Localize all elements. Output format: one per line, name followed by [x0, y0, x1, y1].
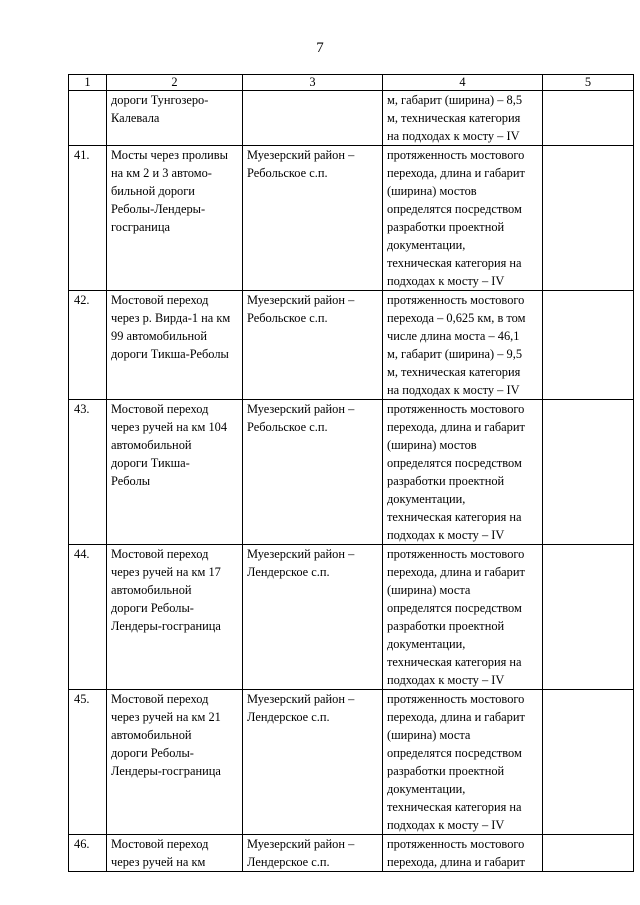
object-name-line: через ручей на км 21: [111, 710, 221, 724]
description-line: на подходах к мосту – IV: [387, 129, 520, 143]
col5-cell: [543, 545, 634, 690]
description-cell: [383, 545, 543, 690]
location-line: Ребольское с.п.: [247, 420, 328, 434]
row-number: [69, 91, 107, 146]
description-line: определятся посредством: [387, 746, 522, 760]
header-col-2: 2: [107, 75, 243, 91]
page-number: 7: [316, 40, 324, 56]
header-col-4: 4: [383, 75, 543, 91]
description-line: протяженность мостового: [387, 402, 525, 416]
header-col-3: 3: [243, 75, 383, 91]
description-line: перехода, длина и габарит: [387, 565, 525, 579]
object-name-line: дороги Тикша-: [111, 456, 190, 470]
object-name-cell: [107, 291, 243, 400]
object-name-line: автомобильной: [111, 728, 192, 742]
row-number: 43.: [69, 400, 107, 545]
description-cell: [383, 91, 543, 146]
location-line: Лендерское с.п.: [247, 710, 330, 724]
object-name-line: дороги Тикша-Реболы: [111, 347, 229, 361]
description-cell: [383, 400, 543, 545]
object-name-line: бильной дороги: [111, 184, 195, 198]
description-line: м, габарит (ширина) – 8,5: [387, 93, 523, 107]
description-line: подходах к мосту – IV: [387, 818, 505, 832]
description-line: протяженность мостового: [387, 148, 525, 162]
header-col-5: 5: [543, 75, 634, 91]
location-line: Ребольское с.п.: [247, 166, 328, 180]
description-line: техническая категория на: [387, 256, 522, 270]
location-line: Муезерский район –: [247, 837, 355, 851]
description-line: перехода, длина и габарит: [387, 420, 525, 434]
description-line: (ширина) мостов: [387, 184, 477, 198]
description-line: разработки проектной: [387, 764, 505, 778]
object-name-line: 99 автомобильной: [111, 329, 208, 343]
table-row: [69, 835, 634, 872]
object-name-line: Мостовой переход: [111, 692, 209, 706]
description-line: определятся посредством: [387, 202, 522, 216]
object-name-line: через р. Вирда-1 на км: [111, 311, 231, 325]
col5-cell: [543, 91, 634, 146]
location-line: Муезерский район –: [247, 402, 355, 416]
object-name-line: на км 2 и 3 автомо-: [111, 166, 212, 180]
description-line: документации,: [387, 637, 466, 651]
description-line: (ширина) мостов: [387, 438, 477, 452]
description-line: протяженность мостового: [387, 837, 525, 851]
row-number: 46.: [69, 835, 107, 872]
location-line: Муезерский район –: [247, 547, 355, 561]
header-col-1: 1: [69, 75, 107, 91]
object-name-line: через ручей на км 104: [111, 420, 228, 434]
col5-cell: [543, 835, 634, 872]
description-line: перехода, длина и габарит: [387, 855, 525, 869]
table-row: [69, 400, 634, 545]
description-line: перехода, длина и габарит: [387, 710, 525, 724]
location-line: Муезерский район –: [247, 293, 355, 307]
location-cell: [243, 291, 383, 400]
object-name-line: Мостовой переход: [111, 293, 209, 307]
object-name-line: автомобильной: [111, 583, 192, 597]
object-name-line: Мостовой переход: [111, 402, 209, 416]
location-line: Муезерский район –: [247, 692, 355, 706]
description-line: определятся посредством: [387, 601, 522, 615]
object-name-cell: [107, 146, 243, 291]
object-name-cell: [107, 91, 243, 146]
object-name-line: дороги Тунгозеро-: [111, 93, 209, 107]
description-line: м, габарит (ширина) – 9,5: [387, 347, 523, 361]
location-cell: [243, 835, 383, 872]
object-name-line: Мостовой переход: [111, 837, 209, 851]
description-line: документации,: [387, 238, 466, 252]
location-line: Ребольское с.п.: [247, 311, 328, 325]
col5-cell: [543, 690, 634, 835]
description-cell: [383, 690, 543, 835]
description-cell: [383, 146, 543, 291]
description-line: разработки проектной: [387, 474, 505, 488]
object-name-line: Реболы: [111, 474, 151, 488]
description-line: м, техническая категория: [387, 111, 521, 125]
description-line: подходах к мосту – IV: [387, 528, 505, 542]
object-name-line: Калевала: [111, 111, 160, 125]
object-name-cell: [107, 400, 243, 545]
description-line: протяженность мостового: [387, 293, 525, 307]
object-name-cell: [107, 545, 243, 690]
col5-cell: [543, 400, 634, 545]
description-line: подходах к мосту – IV: [387, 274, 505, 288]
location-cell: [243, 146, 383, 291]
location-line: Лендерское с.п.: [247, 855, 330, 869]
object-name-line: автомобильной: [111, 438, 192, 452]
table-row: [69, 690, 634, 835]
object-name-line: госграница: [111, 220, 170, 234]
description-line: техническая категория на: [387, 800, 522, 814]
object-name-cell: [107, 835, 243, 872]
description-line: (ширина) моста: [387, 728, 471, 742]
object-name-line: Лендеры-госграница: [111, 619, 221, 633]
description-line: определятся посредством: [387, 456, 522, 470]
location-cell: [243, 690, 383, 835]
row-number: 45.: [69, 690, 107, 835]
description-line: документации,: [387, 782, 466, 796]
table-row: [69, 146, 634, 291]
description-line: м, техническая категория: [387, 365, 521, 379]
description-line: документации,: [387, 492, 466, 506]
description-line: протяженность мостового: [387, 547, 525, 561]
description-cell: [383, 835, 543, 872]
table-header-row: [69, 75, 634, 91]
table-body: [69, 91, 634, 872]
object-name-line: Реболы-Лендеры-: [111, 202, 206, 216]
description-line: техническая категория на: [387, 510, 522, 524]
row-number: 41.: [69, 146, 107, 291]
row-number: 44.: [69, 545, 107, 690]
location-line: Лендерское с.п.: [247, 565, 330, 579]
description-line: разработки проектной: [387, 220, 505, 234]
object-name-line: Мостовой переход: [111, 547, 209, 561]
description-line: разработки проектной: [387, 619, 505, 633]
col5-cell: [543, 146, 634, 291]
table-row: [69, 291, 634, 400]
description-line: (ширина) моста: [387, 583, 471, 597]
description-cell: [383, 291, 543, 400]
description-line: перехода, длина и габарит: [387, 166, 525, 180]
location-cell: [243, 545, 383, 690]
description-line: числе длина моста – 46,1: [387, 329, 520, 343]
object-name-line: дороги Реболы-: [111, 746, 194, 760]
row-number: 42.: [69, 291, 107, 400]
object-name-line: через ручей на км 17: [111, 565, 221, 579]
location-cell: [243, 400, 383, 545]
description-line: на подходах к мосту – IV: [387, 383, 520, 397]
object-name-line: Мосты через проливы: [111, 148, 228, 162]
location-cell: [243, 91, 383, 146]
description-line: перехода – 0,625 км, в том: [387, 311, 526, 325]
object-name-line: дороги Реболы-: [111, 601, 194, 615]
object-name-cell: [107, 690, 243, 835]
object-name-line: Лендеры-госграница: [111, 764, 221, 778]
objects-table: [68, 74, 634, 872]
description-line: подходах к мосту – IV: [387, 673, 505, 687]
description-line: протяженность мостового: [387, 692, 525, 706]
col5-cell: [543, 291, 634, 400]
description-line: техническая категория на: [387, 655, 522, 669]
object-name-line: через ручей на км: [111, 855, 206, 869]
table-row: [69, 91, 634, 146]
table-row: [69, 545, 634, 690]
location-line: Муезерский район –: [247, 148, 355, 162]
